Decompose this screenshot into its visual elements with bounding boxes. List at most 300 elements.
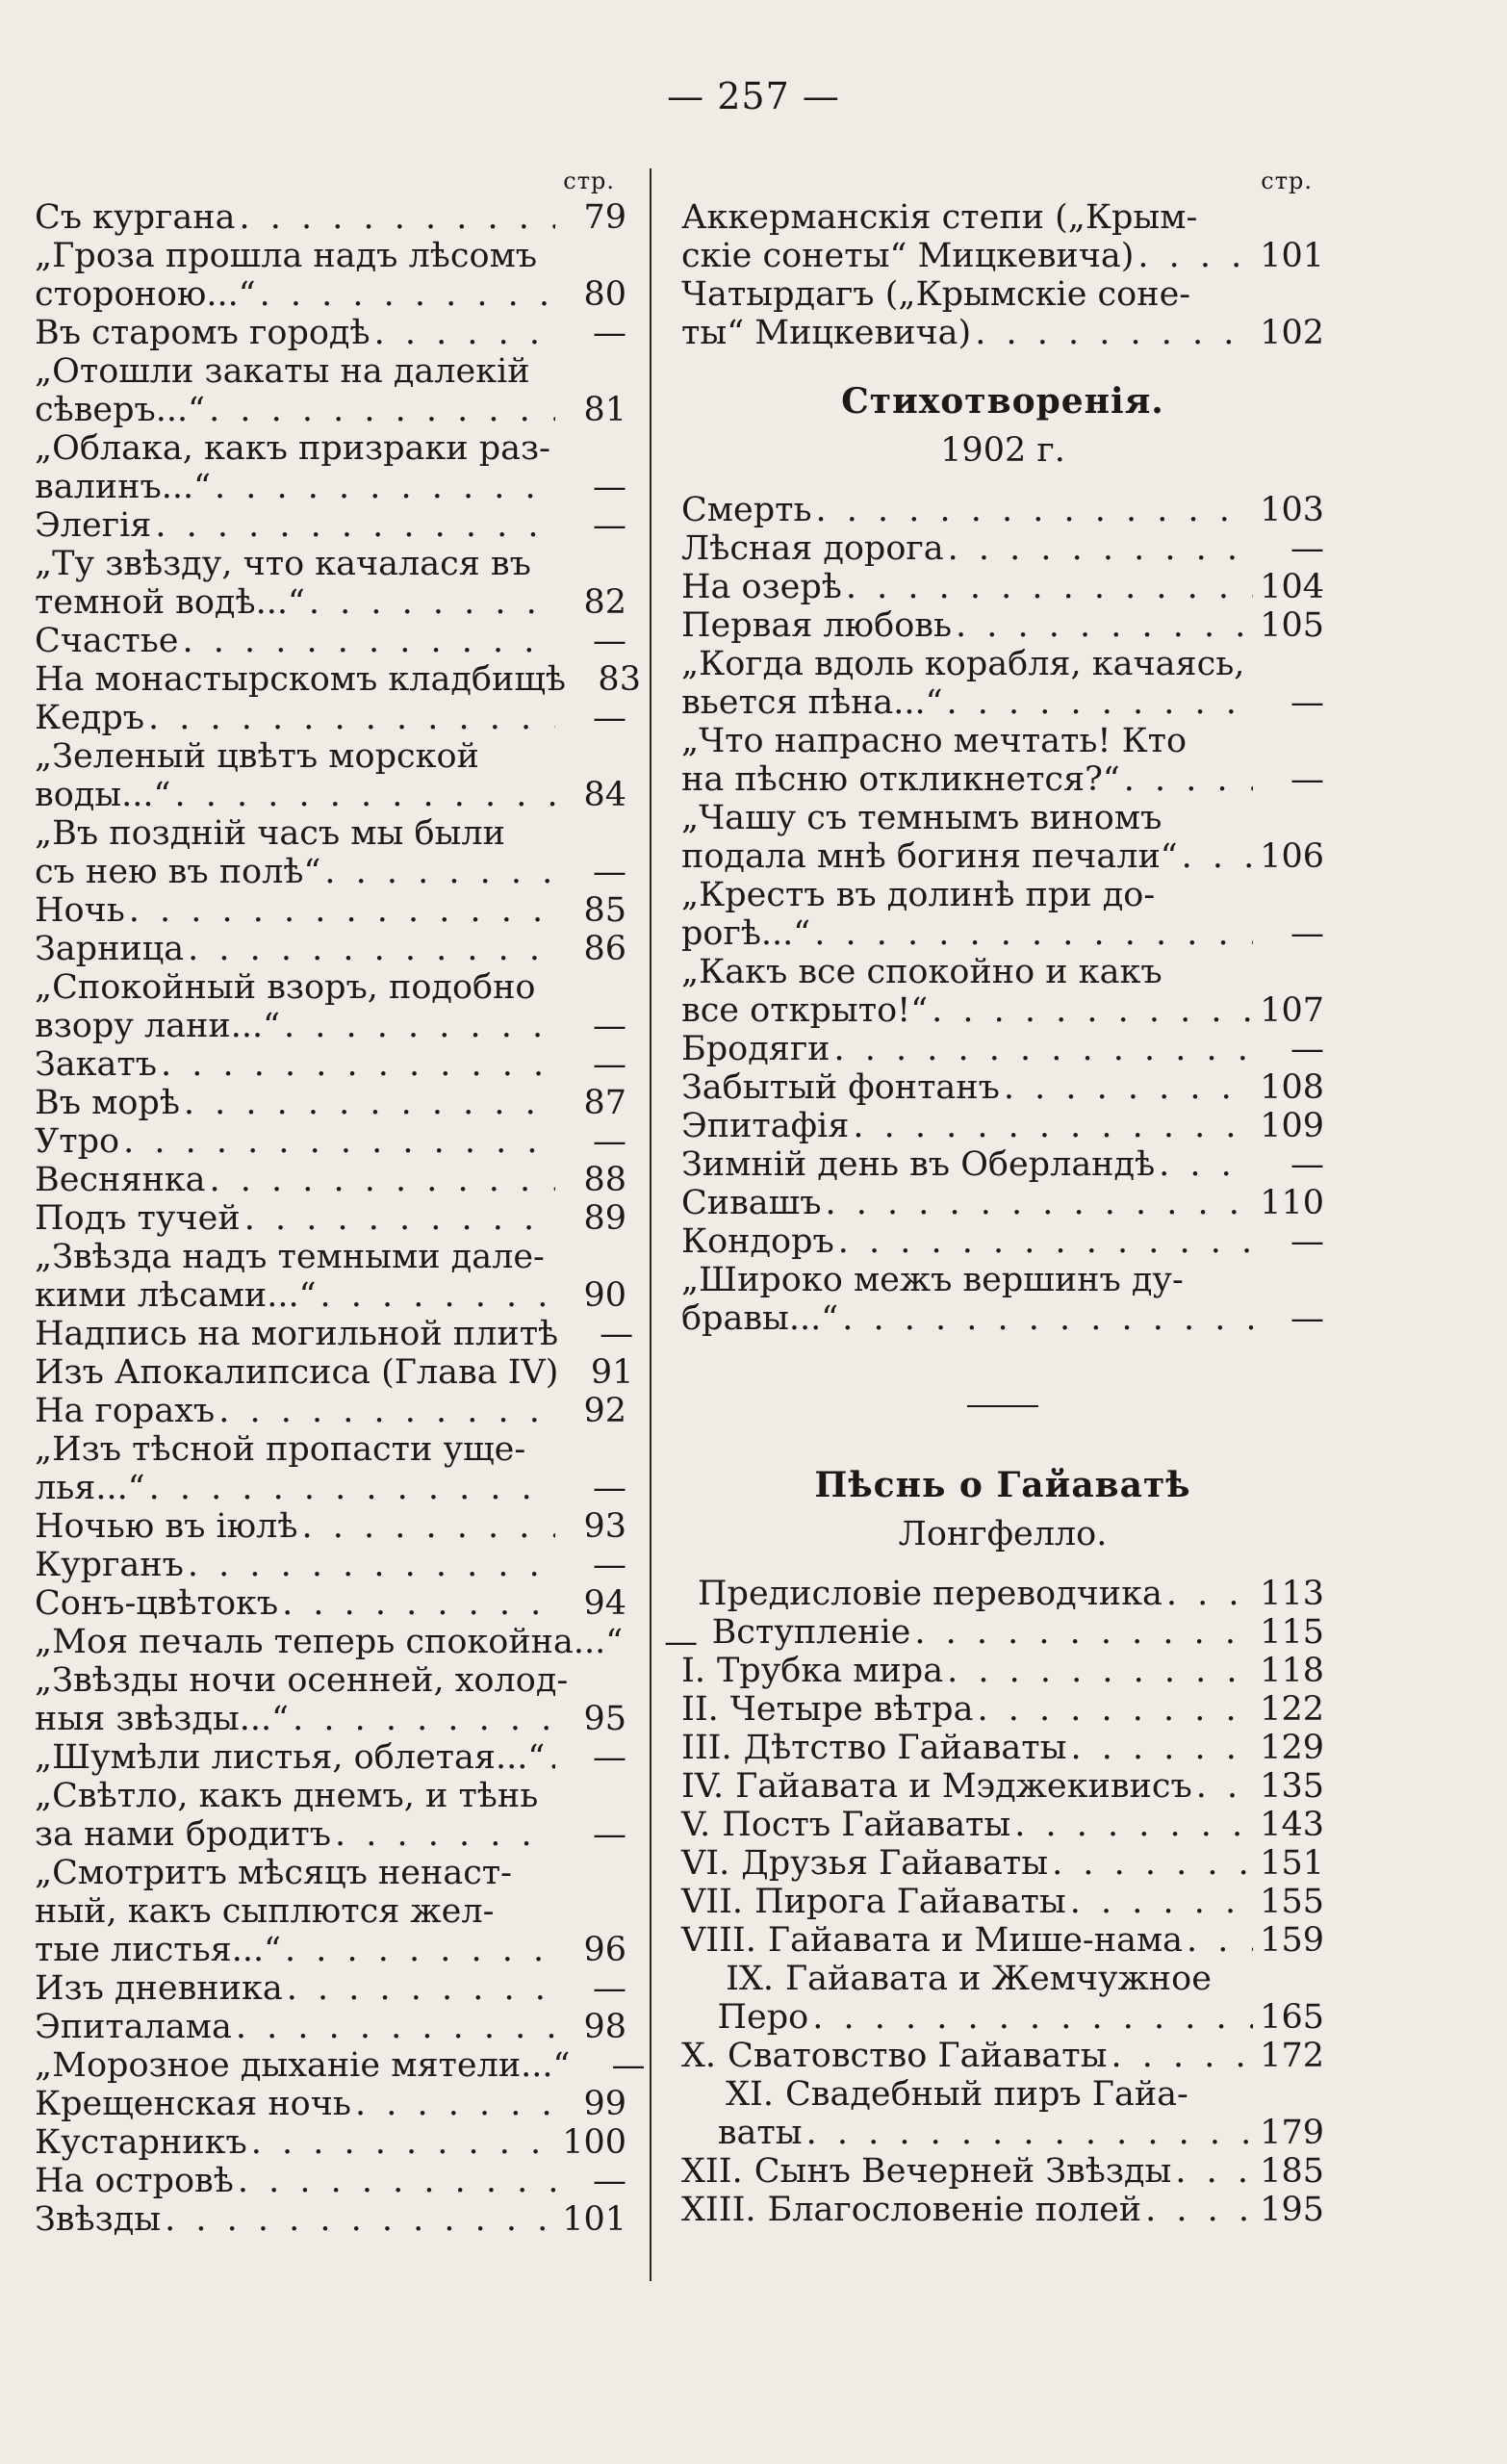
dot-leader bbox=[1145, 2191, 1253, 2229]
page-ref: 151 bbox=[1260, 1844, 1324, 1883]
toc-entry bbox=[681, 1184, 1324, 1222]
dot-leader bbox=[977, 1690, 1253, 1729]
toc-entry bbox=[681, 876, 1324, 953]
entry-title-line: Постъ Гайаваты bbox=[722, 1806, 1011, 1844]
toc-entry bbox=[35, 2123, 626, 2162]
entry-title-line: Гайавата и Мэджекивисъ bbox=[735, 1767, 1192, 1806]
entry-last-line bbox=[681, 1107, 1324, 1145]
dot-leader bbox=[238, 2162, 555, 2200]
entry-last-line bbox=[681, 1844, 1324, 1883]
entry-title-line: Ночь bbox=[35, 891, 125, 930]
toc-entry bbox=[681, 529, 1324, 568]
left-column bbox=[35, 164, 699, 2239]
toc-entry bbox=[35, 1507, 626, 1546]
entry-last-line bbox=[35, 1276, 626, 1315]
dot-leader bbox=[282, 1584, 555, 1623]
page-ref: 185 bbox=[1260, 2152, 1324, 2191]
toc-entry bbox=[681, 1729, 1324, 1767]
entry-last-line bbox=[681, 1068, 1324, 1107]
entry-title-line: скіе сонеты“ Мицкевича) bbox=[681, 237, 1135, 275]
column-divider bbox=[650, 168, 651, 2281]
dot-leader bbox=[183, 622, 555, 660]
entry-title-line: Гайавата и Жемчужное bbox=[785, 1960, 1212, 1998]
toc-entry bbox=[681, 1575, 1324, 1613]
entry-last-line bbox=[681, 1299, 1324, 1338]
dot-leader bbox=[260, 275, 555, 314]
entry-title-line: Веснянка bbox=[35, 1161, 206, 1199]
toc-entry bbox=[681, 2075, 1324, 2152]
page-ref: — bbox=[1290, 683, 1324, 722]
toc-list-poems-1902 bbox=[681, 491, 1324, 1338]
section-divider bbox=[967, 1405, 1038, 1407]
entry-title-line: Вступленіе bbox=[711, 1613, 911, 1652]
entry-title-line: „Изъ тѣсной пропасти уще- bbox=[35, 1430, 526, 1469]
toc-entry bbox=[681, 1222, 1324, 1261]
entry-last-line bbox=[35, 391, 626, 429]
dot-leader bbox=[374, 314, 555, 352]
toc-entry bbox=[681, 1107, 1324, 1145]
entry-last-line bbox=[681, 1767, 1324, 1806]
entry-title-line: „Отошли закаты на далекій bbox=[35, 352, 530, 391]
entry-last-line bbox=[681, 314, 1324, 352]
page-ref: 101 bbox=[1260, 237, 1324, 275]
entry-title-line: Подъ тучей bbox=[35, 1199, 241, 1238]
entry-title-line: „Когда вдоль корабля, качаясь, bbox=[681, 645, 1245, 683]
dot-leader bbox=[956, 606, 1253, 645]
entry-title-line: „Звѣзды ночи осенней, холод- bbox=[35, 1661, 569, 1700]
dot-leader bbox=[324, 853, 555, 891]
entry-last-line bbox=[35, 1815, 626, 1854]
toc-entry bbox=[35, 1392, 626, 1430]
entry-title-line: Элегія bbox=[35, 506, 152, 545]
chapter-number: II. bbox=[681, 1690, 719, 1729]
entry-last-line bbox=[35, 1546, 626, 1584]
entry-title-line: валинъ...“ bbox=[35, 468, 211, 506]
entry-title-line: взору лани...“ bbox=[35, 1007, 281, 1045]
entry-title-line: „Широко межъ вершинъ ду- bbox=[681, 1261, 1184, 1299]
toc-entry bbox=[681, 1145, 1324, 1184]
page-ref: — bbox=[1290, 1299, 1324, 1338]
entry-title-line: Ночью въ іюлѣ bbox=[35, 1507, 298, 1546]
entry-last-line bbox=[681, 2191, 1324, 2229]
entry-last-line bbox=[35, 2200, 626, 2239]
toc-entry bbox=[35, 1045, 626, 1084]
entry-last-line bbox=[35, 275, 626, 314]
page-ref: — bbox=[593, 1815, 626, 1854]
entry-title-line: На озерѣ bbox=[681, 568, 842, 606]
entry-title-line: за нами бродитъ bbox=[35, 1815, 332, 1854]
dot-leader bbox=[287, 1969, 555, 2008]
toc-entry bbox=[35, 1122, 626, 1161]
entry-title-line: ный, какъ сыплются жел- bbox=[35, 1892, 495, 1931]
section-author: Лонгфелло. bbox=[898, 1515, 1108, 1553]
toc-entry bbox=[681, 2152, 1324, 2191]
page-ref: 95 bbox=[583, 1700, 626, 1738]
entry-last-line bbox=[681, 529, 1324, 568]
page-ref: 87 bbox=[583, 1084, 626, 1122]
dot-leader bbox=[293, 1700, 555, 1738]
page-ref: — bbox=[593, 853, 626, 891]
toc-entry bbox=[681, 491, 1324, 529]
entry-title-line: „Шумѣли листья, облетая...“ bbox=[35, 1738, 546, 1777]
entry-last-line bbox=[681, 491, 1324, 529]
page-ref: — bbox=[593, 506, 626, 545]
entry-title-line: Въ старомъ городѣ bbox=[35, 314, 370, 352]
entry-last-line bbox=[681, 1030, 1324, 1068]
entry-last-line bbox=[681, 760, 1324, 799]
page-ref: — bbox=[593, 1546, 626, 1584]
page-ref: 86 bbox=[583, 930, 626, 968]
entry-last-line bbox=[35, 1392, 626, 1430]
page-ref: — bbox=[611, 2046, 646, 2085]
page-ref: — bbox=[1290, 1145, 1324, 1184]
page-ref: 110 bbox=[1260, 1184, 1324, 1222]
entry-last-line bbox=[35, 314, 626, 352]
toc-entry bbox=[35, 1969, 626, 2008]
page-ref: 122 bbox=[1260, 1690, 1324, 1729]
dot-leader bbox=[838, 1222, 1253, 1261]
page-ref: — bbox=[1290, 529, 1324, 568]
entry-last-line bbox=[35, 1623, 699, 1661]
page-ref: 135 bbox=[1260, 1767, 1324, 1806]
entry-title-line: Закатъ bbox=[35, 1045, 158, 1084]
entry-title-line: все открыто!“ bbox=[681, 991, 929, 1030]
toc-entry bbox=[681, 198, 1324, 275]
dot-leader bbox=[129, 891, 555, 930]
entry-title-line: „Морозное дыханіе мятели...“ bbox=[35, 2046, 571, 2085]
entry-last-line bbox=[681, 568, 1324, 606]
entry-title-line: Съ кургана bbox=[35, 198, 236, 237]
page-ref: 115 bbox=[1260, 1613, 1324, 1652]
page-ref: 105 bbox=[1260, 606, 1324, 645]
page-ref: — bbox=[593, 1469, 626, 1507]
entry-last-line bbox=[35, 1700, 626, 1738]
entry-last-line bbox=[681, 1222, 1324, 1261]
dot-leader bbox=[302, 1507, 556, 1546]
entry-last-line bbox=[35, 1969, 626, 2008]
toc-entry bbox=[681, 1068, 1324, 1107]
page-ref: 81 bbox=[583, 391, 626, 429]
toc-entry bbox=[681, 1921, 1324, 1960]
entry-title-line: „Спокойный взоръ, подобно bbox=[35, 968, 536, 1007]
dot-leader bbox=[155, 506, 555, 545]
page-ref: 98 bbox=[583, 2008, 626, 2046]
toc-entry bbox=[35, 1661, 626, 1738]
entry-title-line: воды...“ bbox=[35, 776, 171, 814]
entry-title-line: Четыре вѣтра bbox=[729, 1690, 974, 1729]
dot-leader bbox=[1182, 837, 1253, 876]
section-year: 1902 г. bbox=[940, 431, 1065, 470]
entry-last-line bbox=[681, 1652, 1324, 1690]
page-ref: — bbox=[593, 1122, 626, 1161]
toc-list-right-top bbox=[681, 198, 1324, 352]
toc-entry bbox=[35, 699, 626, 737]
toc-entry bbox=[681, 1767, 1324, 1806]
entry-last-line bbox=[35, 1315, 634, 1353]
dot-leader bbox=[948, 529, 1253, 568]
chapter-number: III. bbox=[681, 1729, 732, 1767]
section-heading: Пѣснь о Гайаватѣ bbox=[814, 1465, 1191, 1505]
chapter-number: IV. bbox=[681, 1767, 725, 1806]
entry-title-line: Друзья Гайаваты bbox=[741, 1844, 1049, 1883]
toc-entry bbox=[681, 645, 1324, 722]
dot-leader bbox=[1070, 1729, 1253, 1767]
entry-title-line: кими лѣсами...“ bbox=[35, 1276, 317, 1315]
dot-leader bbox=[1175, 2152, 1253, 2191]
page-ref: 104 bbox=[1260, 568, 1324, 606]
toc-entry bbox=[35, 1777, 626, 1854]
toc-entry bbox=[35, 2046, 646, 2085]
toc-entry bbox=[35, 314, 626, 352]
entry-last-line bbox=[35, 776, 626, 814]
dot-leader bbox=[1137, 237, 1253, 275]
toc-entry bbox=[35, 1854, 626, 1969]
page-ref: 85 bbox=[583, 891, 626, 930]
toc-entry bbox=[681, 568, 1324, 606]
dot-leader bbox=[123, 1122, 555, 1161]
page-ref: — bbox=[600, 1315, 634, 1353]
toc-entry bbox=[35, 352, 626, 429]
toc-list-left bbox=[35, 198, 699, 2239]
toc-entry bbox=[681, 606, 1324, 645]
page-ref: — bbox=[1290, 1222, 1324, 1261]
dot-leader bbox=[209, 391, 555, 429]
entry-last-line bbox=[35, 1738, 626, 1777]
page-ref: 90 bbox=[583, 1276, 626, 1315]
entry-title-line: Сонъ-цвѣтокъ bbox=[35, 1584, 279, 1623]
dot-leader bbox=[1014, 1806, 1253, 1844]
entry-last-line bbox=[681, 1184, 1324, 1222]
dot-leader bbox=[188, 1546, 555, 1584]
entry-last-line bbox=[681, 1729, 1324, 1767]
toc-entry bbox=[35, 660, 641, 699]
entry-title-line: На островѣ bbox=[35, 2162, 234, 2200]
entry-title-line: „Свѣтло, какъ днемъ, и тѣнь bbox=[35, 1777, 539, 1815]
page-ref: 100 bbox=[562, 2123, 626, 2162]
dot-leader bbox=[215, 468, 555, 506]
entry-title-line: Смерть bbox=[681, 491, 812, 529]
entry-title-line: Бродяги bbox=[681, 1030, 830, 1068]
dot-leader bbox=[853, 1107, 1253, 1145]
entry-title-line: „Что напрасно мечтать! Кто bbox=[681, 722, 1188, 760]
page-ref: 195 bbox=[1260, 2191, 1324, 2229]
chapter-number: XIII. bbox=[681, 2191, 756, 2229]
section-heading: Стихотворенія. bbox=[841, 381, 1164, 422]
page-ref: 143 bbox=[1260, 1806, 1324, 1844]
entry-last-line bbox=[35, 1353, 634, 1392]
entry-title-line bbox=[681, 1960, 1324, 1998]
dot-leader bbox=[814, 914, 1253, 953]
toc-entry bbox=[35, 930, 626, 968]
entry-last-line bbox=[681, 2152, 1324, 2191]
entry-title-line: „Гроза прошла надъ лѣсомъ bbox=[35, 237, 538, 275]
toc-entry bbox=[35, 1199, 626, 1238]
right-column bbox=[681, 164, 1324, 2229]
entry-title-line: стороною...“ bbox=[35, 275, 256, 314]
toc-entry bbox=[681, 2191, 1324, 2229]
toc-entry bbox=[35, 506, 626, 545]
entry-title-line: Трубка мира bbox=[716, 1652, 944, 1690]
dot-leader bbox=[932, 991, 1253, 1030]
page-ref: — bbox=[593, 1007, 626, 1045]
dot-leader bbox=[947, 1652, 1253, 1690]
entry-last-line bbox=[35, 1122, 626, 1161]
dot-leader bbox=[251, 2123, 555, 2162]
toc-entry bbox=[681, 1690, 1324, 1729]
toc-entry bbox=[681, 1652, 1324, 1690]
page-ref: 89 bbox=[583, 1199, 626, 1238]
dot-leader bbox=[914, 1613, 1253, 1652]
page-ref: 88 bbox=[583, 1161, 626, 1199]
entry-last-line bbox=[35, 1584, 626, 1623]
page-ref: — bbox=[593, 1045, 626, 1084]
toc-entry bbox=[681, 1883, 1324, 1921]
entry-last-line bbox=[35, 891, 626, 930]
page-ref: 172 bbox=[1260, 2037, 1324, 2075]
page-ref: 113 bbox=[1260, 1575, 1324, 1613]
page-ref: 109 bbox=[1260, 1107, 1324, 1145]
dot-leader bbox=[184, 1084, 555, 1122]
page-ref: 179 bbox=[1260, 2114, 1324, 2152]
dot-leader bbox=[309, 583, 555, 622]
page-ref: 106 bbox=[1260, 837, 1324, 876]
dot-leader bbox=[161, 1045, 555, 1084]
entry-title-line: ваты bbox=[717, 2114, 803, 2152]
page-ref: — bbox=[593, 468, 626, 506]
page-ref: — bbox=[664, 1623, 699, 1661]
page-ref: 94 bbox=[583, 1584, 626, 1623]
entry-title-line: Аккерманскія степи („Крым- bbox=[681, 198, 1198, 237]
chapter-number: VI. bbox=[681, 1844, 730, 1883]
page-ref: 99 bbox=[583, 2085, 626, 2123]
entry-title-line: сѣверъ...“ bbox=[35, 391, 206, 429]
dot-leader bbox=[285, 1931, 555, 1969]
chapter-number: XII. bbox=[681, 2152, 743, 2191]
entry-last-line bbox=[35, 2046, 646, 2085]
toc-entry bbox=[681, 953, 1324, 1030]
page-ref: — bbox=[1290, 1030, 1324, 1068]
entry-last-line bbox=[681, 606, 1324, 645]
entry-title-line: Зарница bbox=[35, 930, 185, 968]
page-ref: 101 bbox=[562, 2200, 626, 2239]
toc-entry bbox=[681, 1261, 1324, 1338]
chapter-number: VII. bbox=[681, 1883, 744, 1921]
entry-last-line bbox=[681, 237, 1324, 275]
page-ref: 103 bbox=[1260, 491, 1324, 529]
dot-leader bbox=[975, 314, 1253, 352]
page-ref: 93 bbox=[583, 1507, 626, 1546]
entry-last-line bbox=[681, 2114, 1324, 2152]
toc-entry bbox=[35, 1161, 626, 1199]
toc-entry bbox=[35, 198, 626, 237]
entry-last-line bbox=[35, 506, 626, 545]
entry-last-line bbox=[35, 1084, 626, 1122]
entry-title-line bbox=[681, 2075, 1324, 2114]
dot-leader bbox=[826, 1184, 1254, 1222]
entry-last-line bbox=[681, 1998, 1324, 2037]
entry-last-line bbox=[35, 468, 626, 506]
entry-title-line: Изъ Апокалипсиса (Глава IV) bbox=[35, 1353, 559, 1392]
page-ref: 79 bbox=[583, 198, 626, 237]
toc-entry bbox=[35, 2162, 626, 2200]
page-ref: 155 bbox=[1260, 1883, 1324, 1921]
page-ref: — bbox=[593, 314, 626, 352]
entry-last-line bbox=[35, 699, 626, 737]
entry-last-line bbox=[35, 2008, 626, 2046]
chapter-number: VIII. bbox=[681, 1921, 756, 1960]
entry-title-line: Звѣзды bbox=[35, 2200, 162, 2239]
toc-entry bbox=[35, 622, 626, 660]
dot-leader bbox=[148, 699, 555, 737]
toc-entry bbox=[35, 891, 626, 930]
page-ref: 92 bbox=[583, 1392, 626, 1430]
page-ref: 165 bbox=[1260, 1998, 1324, 2037]
entry-last-line bbox=[681, 1690, 1324, 1729]
entry-title-line: Сынъ Вечерней Звѣзды bbox=[754, 2152, 1172, 2191]
toc-entry bbox=[35, 2008, 626, 2046]
toc-entry bbox=[35, 1430, 626, 1507]
entry-title-line: Лѣсная дорога bbox=[681, 529, 944, 568]
page-ref: 159 bbox=[1260, 1921, 1324, 1960]
toc-entry bbox=[35, 2085, 626, 2123]
entry-last-line bbox=[35, 1161, 626, 1199]
entry-title-line: Кустарникъ bbox=[35, 2123, 247, 2162]
entry-title-line: Крещенская ночь bbox=[35, 2085, 351, 2123]
toc-entry bbox=[35, 1238, 626, 1315]
toc-entry bbox=[681, 799, 1324, 876]
entry-last-line bbox=[35, 930, 626, 968]
entry-last-line bbox=[35, 622, 626, 660]
entry-title-line: „Смотритъ мѣсяцъ ненаст- bbox=[35, 1854, 512, 1892]
page-ref: 84 bbox=[583, 776, 626, 814]
entry-title-line: „Зеленый цвѣтъ морской bbox=[35, 737, 479, 776]
page-ref: 96 bbox=[583, 1931, 626, 1969]
toc-list-hiawatha bbox=[681, 1575, 1324, 2229]
entry-last-line bbox=[681, 1613, 1324, 1652]
entry-title-line: Кондоръ bbox=[681, 1222, 834, 1261]
entry-title-line: Сивашъ bbox=[681, 1184, 822, 1222]
dot-leader bbox=[1166, 1575, 1253, 1613]
toc-entry bbox=[35, 429, 626, 506]
toc-entry bbox=[681, 1844, 1324, 1883]
dot-leader bbox=[1187, 1921, 1253, 1960]
entry-last-line bbox=[35, 1507, 626, 1546]
toc-entry bbox=[681, 1806, 1324, 1844]
entry-title-line: Сватовство Гайаваты bbox=[728, 2037, 1108, 2075]
entry-title-line: Зимній день въ Оберландѣ bbox=[681, 1145, 1156, 1184]
dot-leader bbox=[947, 683, 1253, 722]
entry-title-line: лья...“ bbox=[35, 1469, 145, 1507]
dot-leader bbox=[1124, 760, 1253, 799]
dot-leader bbox=[236, 2008, 555, 2046]
page-ref: 102 bbox=[1260, 314, 1324, 352]
dot-leader bbox=[335, 1815, 555, 1854]
entry-last-line bbox=[35, 583, 626, 622]
entry-title-line: Счастье bbox=[35, 622, 179, 660]
dot-leader bbox=[842, 1299, 1253, 1338]
entry-title-line: темной водѣ...“ bbox=[35, 583, 305, 622]
toc-entry bbox=[35, 1315, 634, 1353]
entry-last-line bbox=[681, 1806, 1324, 1844]
toc-entry bbox=[35, 1738, 626, 1777]
chapter-number: XI. bbox=[726, 2075, 774, 2114]
page-ref: 91 bbox=[590, 1353, 634, 1392]
entry-title-line: Кедръ bbox=[35, 699, 145, 737]
page-ref: 118 bbox=[1260, 1652, 1324, 1690]
entry-last-line bbox=[681, 1575, 1324, 1613]
dot-leader bbox=[149, 1469, 555, 1507]
page-ref: 82 bbox=[583, 583, 626, 622]
